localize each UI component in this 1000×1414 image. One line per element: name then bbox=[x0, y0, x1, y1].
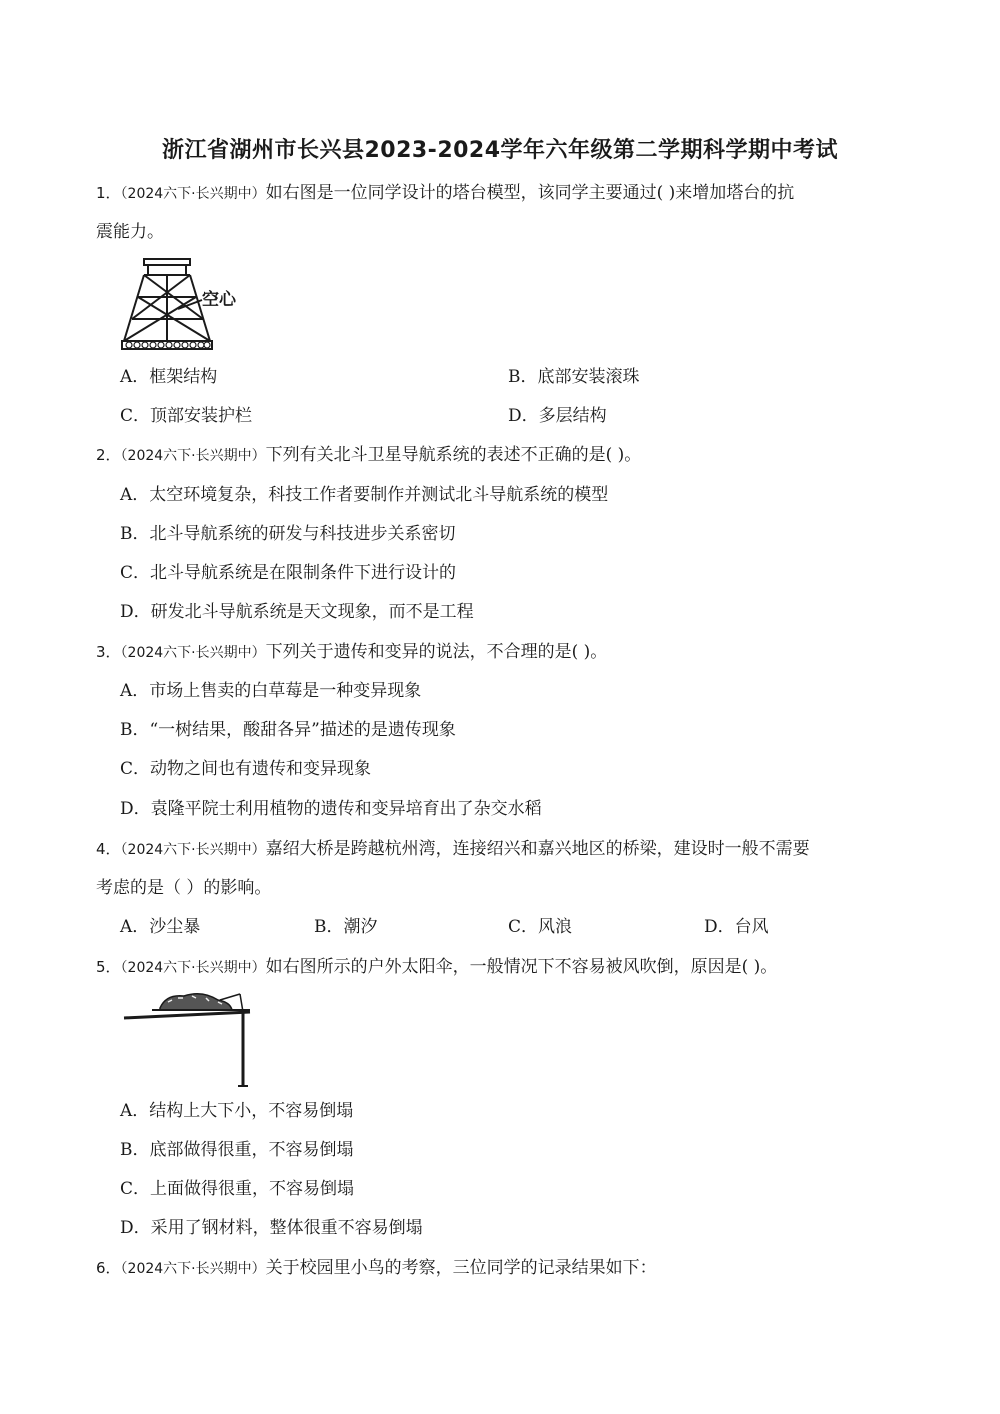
question-number: 2． bbox=[96, 446, 121, 464]
question-number: 1． bbox=[96, 184, 121, 202]
option-a: A．太空环境复杂，科技工作者要制作并测试北斗导航系统的模型 bbox=[120, 485, 609, 505]
option-a: A．沙尘暴 bbox=[120, 917, 201, 937]
option-b: B．底部安装滚珠 bbox=[508, 367, 640, 387]
question-5-stem bbox=[96, 955, 777, 980]
question-text: 如右图是一位同学设计的塔台模型，该同学主要通过( )来增加塔台的抗 bbox=[265, 183, 795, 203]
option-c: C．动物之间也有遗传和变异现象 bbox=[120, 759, 372, 779]
parasol-figure bbox=[122, 988, 262, 1090]
question-4-stem bbox=[96, 837, 810, 862]
question-text: 下列有关北斗卫星导航系统的表述不正确的是( )。 bbox=[265, 445, 642, 465]
option-a: A．市场上售卖的白草莓是一种变异现象 bbox=[120, 681, 422, 701]
option-c: C．风浪 bbox=[508, 917, 573, 937]
option-d: D．采用了钢材料，整体很重不容易倒塌 bbox=[120, 1218, 423, 1238]
question-number: 6． bbox=[96, 1259, 121, 1277]
option-d: D．袁隆平院士利用植物的遗传和变异培育出了杂交水稻 bbox=[120, 799, 542, 819]
question-number: 3． bbox=[96, 643, 121, 661]
question-source: （2024六下·长兴期中） bbox=[120, 645, 266, 661]
tower-model-figure bbox=[118, 255, 248, 355]
question-number: 4． bbox=[96, 840, 121, 858]
option-b: B．潮汐 bbox=[314, 917, 378, 937]
option-b: B．北斗导航系统的研发与科技进步关系密切 bbox=[120, 524, 456, 544]
question-number: 5． bbox=[96, 958, 121, 976]
question-source: （2024六下·长兴期中） bbox=[120, 960, 266, 976]
question-source: （2024六下·长兴期中） bbox=[120, 1261, 266, 1277]
question-1-stem bbox=[96, 181, 794, 206]
option-c: C．上面做得很重，不容易倒塌 bbox=[120, 1179, 355, 1199]
option-d: D．研发北斗导航系统是天文现象，而不是工程 bbox=[120, 602, 474, 622]
option-c: C．顶部安装护栏 bbox=[120, 406, 253, 426]
option-a: A．框架结构 bbox=[120, 367, 218, 387]
option-c: C．北斗导航系统是在限制条件下进行设计的 bbox=[120, 563, 457, 583]
option-d: D．台风 bbox=[704, 917, 769, 937]
question-text: 关于校园里小鸟的考察，三位同学的记录结果如下： bbox=[265, 1258, 657, 1278]
question-1-stem-cont: 震能力。 bbox=[96, 222, 164, 242]
question-text: 嘉绍大桥是跨越杭州湾，连接绍兴和嘉兴地区的桥梁，建设时一般不需要 bbox=[265, 839, 810, 859]
exam-title: 浙江省湖州市长兴县2023-2024学年六年级第二学期科学期中考试 bbox=[161, 138, 839, 163]
question-4-stem-cont: 考虑的是（ ）的影响。 bbox=[96, 878, 272, 898]
hollow-label: 空心 bbox=[202, 290, 236, 310]
option-a: A．结构上大下小，不容易倒塌 bbox=[120, 1101, 354, 1121]
question-source: （2024六下·长兴期中） bbox=[120, 186, 266, 202]
option-b: B．底部做得很重，不容易倒塌 bbox=[120, 1140, 354, 1160]
question-text: 下列关于遗传和变异的说法，不合理的是( )。 bbox=[265, 642, 608, 662]
question-source: （2024六下·长兴期中） bbox=[120, 842, 266, 858]
question-source: （2024六下·长兴期中） bbox=[120, 448, 266, 464]
question-2-stem bbox=[96, 443, 641, 468]
question-6-stem bbox=[96, 1256, 657, 1281]
question-text: 如右图所示的户外太阳伞，一般情况下不容易被风吹倒，原因是( )。 bbox=[265, 957, 778, 977]
option-d: D．多层结构 bbox=[508, 406, 607, 426]
question-3-stem bbox=[96, 640, 607, 665]
option-b: B．“一树结果，酸甜各异”描述的是遗传现象 bbox=[120, 720, 456, 740]
